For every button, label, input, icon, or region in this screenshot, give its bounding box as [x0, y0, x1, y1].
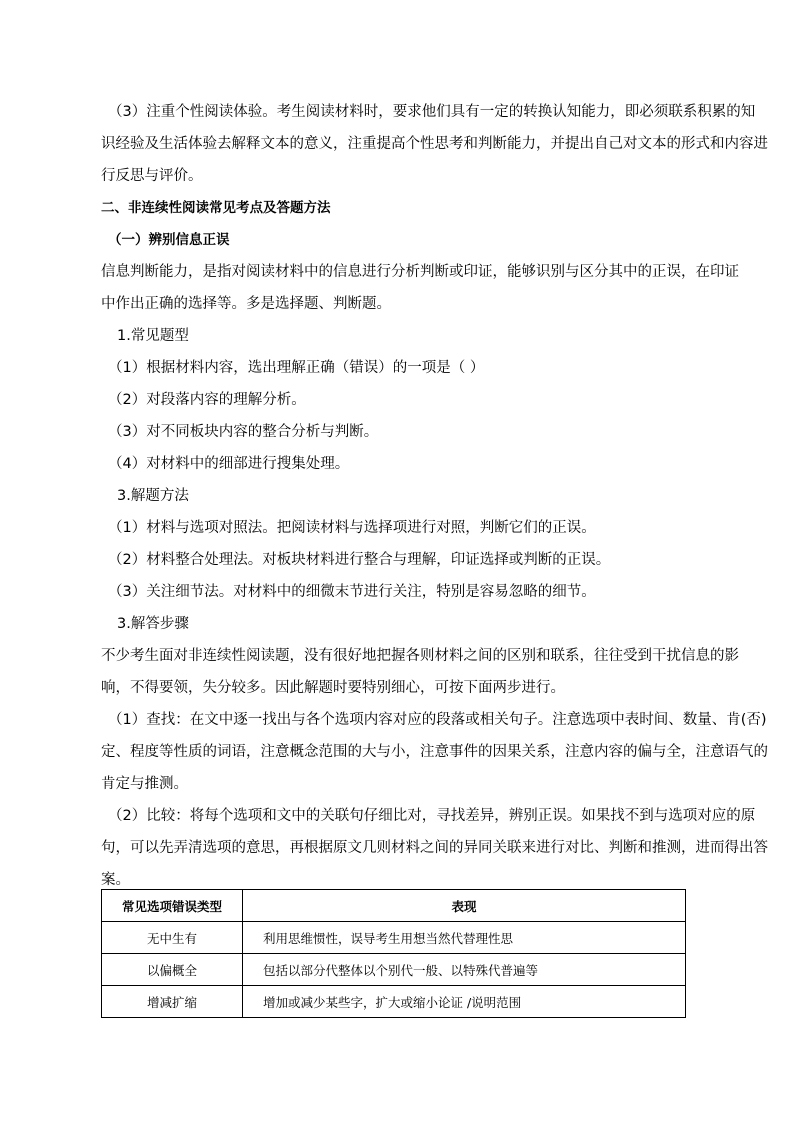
list-item: （3）对不同板块内容的整合分析与判断。 — [108, 424, 379, 440]
text-line: 识经验及生活体验去解释文本的意义，注重提高个性思考和判断能力，并提出自己对文本的形式和内容进 — [101, 136, 768, 152]
table-cell: 增减扩缩 — [102, 986, 243, 1018]
table-row — [102, 922, 686, 954]
list-item: （2）材料整合处理法。对板块材料进行整合与理解，印证选择或判断的正误。 — [108, 552, 611, 568]
text-line: 肯定与推测。 — [101, 776, 188, 792]
text-line: 信息判断能力，是指对阅读材料中的信息进行分析判断或印证，能够识别与区分其中的正误，在印证 — [101, 264, 739, 280]
table-row — [102, 954, 686, 986]
table-header: 常见选项错误类型 — [102, 890, 243, 922]
table-cell: 包括以部分代整体以个别代一般、以特殊代普遍等 — [243, 954, 686, 986]
list-item: （3）关注细节法。对材料中的细微末节进行关注，特别是容易忽略的细节。 — [108, 584, 596, 600]
list-heading: 3.解答步骤 — [117, 616, 189, 632]
text-line: （2）比较：将每个选项和文中的关联句仔细比对，寻找差异，辨别正误。如果找不到与选项对应的原 — [108, 808, 756, 824]
subsection-heading: （一）辨别信息正误 — [108, 232, 230, 248]
table-cell: 无中生有 — [102, 922, 243, 954]
list-item: （1）材料与选项对照法。把阅读材料与选择项进行对照，判断它们的正误。 — [108, 520, 596, 536]
table-header: 表现 — [243, 890, 686, 922]
list-heading: 3.解题方法 — [117, 488, 189, 504]
list-item: （1）根据材料内容，选出理解正确（错误）的一项是（ ） — [108, 360, 485, 376]
list-item: （4）对材料中的细部进行搜集处理。 — [108, 456, 350, 472]
text-line: （1）查找：在文中逐一找出与各个选项内容对应的段落或相关句子。注意选项中表时间、数量、肯(否) — [108, 712, 767, 728]
text-line: 案。 — [101, 872, 130, 888]
table-row — [102, 986, 686, 1018]
text-line: 响，不得要领，失分较多。因此解题时要特别细心，可按下面两步进行。 — [101, 680, 565, 696]
text-line: 不少考生面对非连续性阅读题，没有很好地把握各则材料之间的区别和联系，往往受到干扰信息的影 — [101, 648, 739, 664]
table-header-row — [102, 890, 686, 922]
list-heading: 1.常见题型 — [117, 328, 189, 344]
list-item: （2）对段落内容的理解分析。 — [108, 392, 306, 408]
text-line: 定、程度等性质的词语，注意概念范围的大与小，注意事件的因果关系，注意内容的偏与全，注意语气的 — [101, 744, 768, 760]
table-cell: 利用思维惯性，误导考生用想当然代替理性思 — [243, 922, 686, 954]
document-body — [101, 96, 768, 896]
text-line: 中作出正确的选择等。多是选择题、判断题。 — [101, 296, 391, 312]
section-heading: 二、非连续性阅读常见考点及答题方法 — [101, 200, 331, 216]
text-line: 句，可以先弄清选项的意思，再根据原文几则材料之间的异同关联来进行对比、判断和推测，进而得出答 — [101, 840, 768, 856]
table-cell: 以偏概全 — [102, 954, 243, 986]
text-line: （3）注重个性阅读体验。考生阅读材料时，要求他们具有一定的转换认知能力，即必须联系积累的知 — [108, 104, 756, 120]
text-line: 行反思与评价。 — [101, 168, 203, 184]
error-type-table — [101, 889, 686, 1018]
table-cell: 增加或减少某些字，扩大或缩小论证 /说明范围 — [243, 986, 686, 1018]
